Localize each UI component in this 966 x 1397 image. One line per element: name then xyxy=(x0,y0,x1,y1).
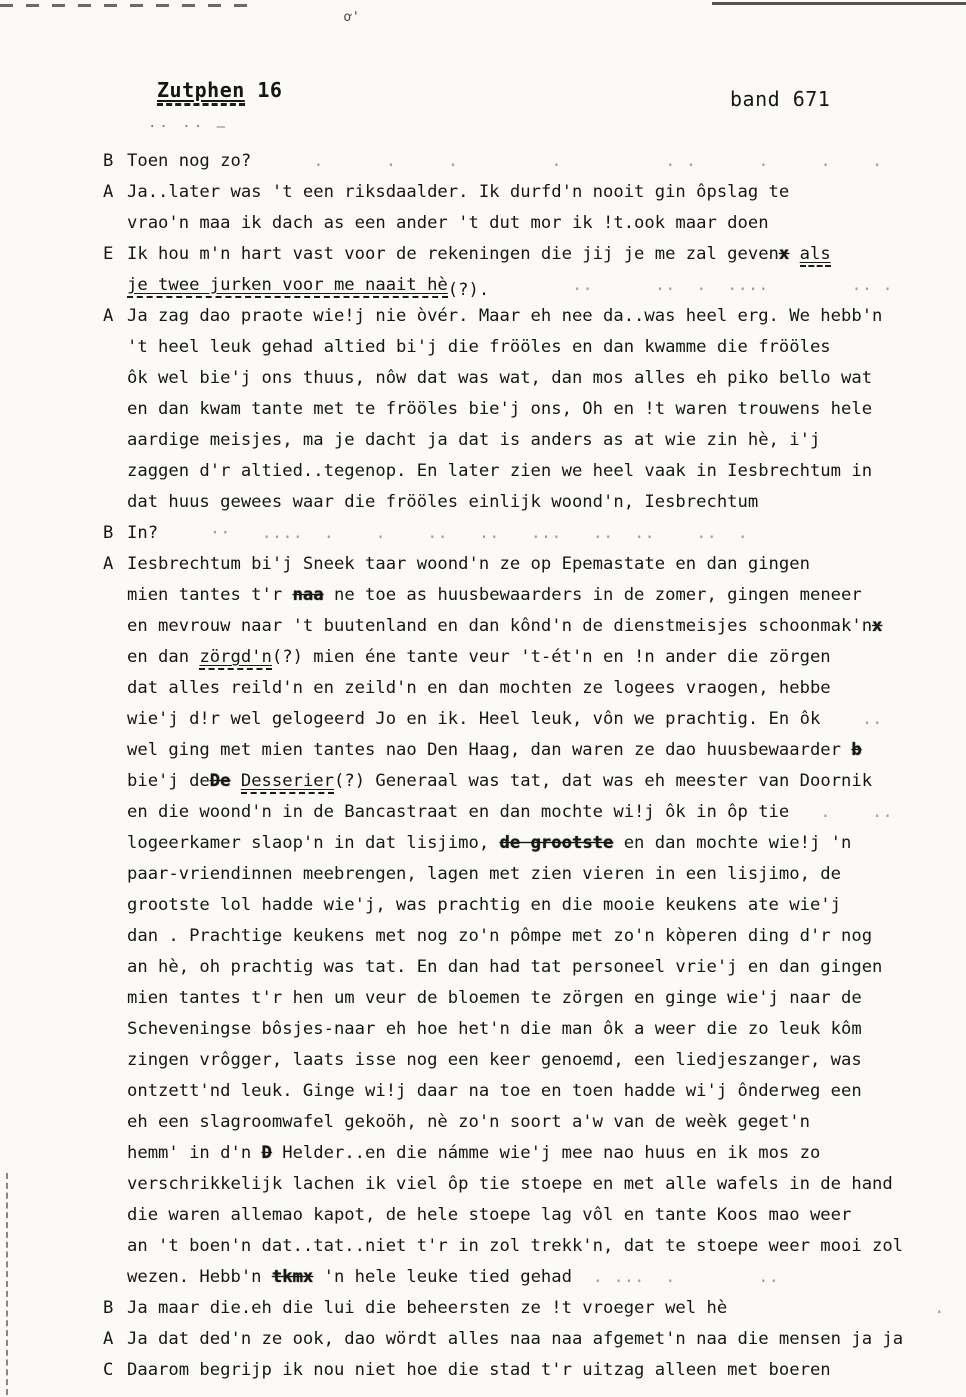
text-segment: zingen vrôgger, laats isse nog een keer genoemd, een liedjeszanger, was xyxy=(127,1050,862,1070)
text-segment: wie'j d!r wel gelogeerd Jo en ik. Heel leuk, vôn we prachtig. En ôk xyxy=(127,709,821,729)
text-segment: en dan kwam tante met te frööles bie'j ons, Oh en !t waren trouwens hele xyxy=(127,399,873,419)
text-segment: logeerkamer slaop'n in dat lisjimo, xyxy=(127,833,500,853)
text-segment: aardige meisjes, ma je dacht ja dat is anders as at wie zin hè, i'j xyxy=(127,430,821,450)
text-segment: mien tantes t'r xyxy=(127,585,293,605)
transcript-line xyxy=(103,363,944,394)
transcript-line xyxy=(103,611,944,642)
transcript-line xyxy=(103,1107,944,1138)
transcript-line xyxy=(103,1138,944,1169)
text-segment: Ja dat ded'n ze ook, dao wördt alles naa naa afgemet'n naa die mensen ja ja xyxy=(127,1329,904,1349)
text-segment: (?). xyxy=(447,280,490,300)
page-title xyxy=(157,78,282,102)
underlined-text: je twee jurken voor me naait hè xyxy=(127,275,448,298)
speaker-label: A xyxy=(103,182,114,202)
text-segment: In? xyxy=(127,523,159,543)
transcript-line xyxy=(103,1014,944,1045)
text-segment: vrao'n maa ik dach as een ander 't dut mor ik !t.ook maar doen xyxy=(127,213,769,233)
transcript-line xyxy=(103,580,944,611)
transcript xyxy=(103,146,944,1386)
scan-noise-dots: . ... . .. xyxy=(571,1267,779,1287)
scan-noise-dots: . .. xyxy=(789,802,893,822)
scan-artifact-top-right-line xyxy=(712,2,966,5)
page-title-number: 16 xyxy=(257,78,283,102)
struck-text: x xyxy=(778,244,790,264)
transcript-line xyxy=(103,828,944,859)
scan-artifact-stray-mark: ơ' xyxy=(344,10,360,25)
text-segment: an 't boen'n dat..tat..niet t'r in zol trekk'n, dat te stoepe weer mooi zol xyxy=(127,1236,904,1256)
text-segment: en mevrouw naar 't buutenland en dan kônd'n de dienstmeisjes schoonmak'n xyxy=(127,616,873,636)
text-segment: paar-vriendinnen meebrengen, lagen met zien vieren in een lisjimo, de xyxy=(127,864,841,884)
scan-noise-dots: . . . . . . . . . xyxy=(251,151,883,171)
text-segment: ne toe as huusbewaarders in de zomer, gingen meneer xyxy=(323,585,862,605)
transcript-line xyxy=(103,1200,944,1231)
text-segment: en die woond'n in de Bancastraat en dan mochte wi!j ôk in ôp tie xyxy=(127,802,790,822)
text-segment: eh een slagroomwafel gekoöh, nè zo'n soort a'w van de weèk geget'n xyxy=(127,1112,810,1132)
text-segment: en dan xyxy=(127,647,200,667)
text-segment: wezen. Hebb'n xyxy=(127,1267,272,1287)
scan-artifact-top-left-dashes xyxy=(0,4,258,7)
text-segment: en dan mochte wie!j 'n xyxy=(613,833,852,853)
speaker-label: B xyxy=(103,151,114,171)
struck-text: D xyxy=(261,1143,272,1163)
transcript-line xyxy=(103,332,944,363)
text-segment: dat alles reild'n en zeild'n en dan mochten ze logees vraogen, hebbe xyxy=(127,678,831,698)
transcript-line xyxy=(103,146,944,177)
transcript-line xyxy=(103,642,944,673)
transcript-line xyxy=(103,952,944,983)
text-segment: die waren allemao kapot, de hele stoepe lag vôl en tante Koos mao weer xyxy=(127,1205,852,1225)
text-segment xyxy=(231,771,241,791)
text-segment: Iesbrechtum bi'j Sneek taar woond'n ze op Epemastate en dan gingen xyxy=(127,554,810,574)
page-title-location: Zutphen xyxy=(157,78,245,106)
transcript-line xyxy=(103,270,944,301)
transcript-line xyxy=(103,456,944,487)
scan-artifact-margin-line xyxy=(6,1173,8,1395)
text-segment: mien tantes t'r hen um veur de bloemen te zörgen en ginge wie'j naar de xyxy=(127,988,862,1008)
text-segment: zaggen d'r altied..tegenop. En later zien we heel vaak in Iesbrechtum in xyxy=(127,461,873,481)
transcript-line xyxy=(103,921,944,952)
transcript-line xyxy=(103,425,944,456)
text-segment: Scheveningse bôsjes-naar eh hoe het'n die man ôk a weer die zo leuk kôm xyxy=(127,1019,862,1039)
struck-text: de grootste xyxy=(499,833,614,853)
struck-text: x xyxy=(872,616,883,636)
text-segment: dan . Prachtige keukens met nog zo'n pômpe met zo'n kòperen ding d'r nog xyxy=(127,926,873,946)
transcript-line xyxy=(103,1355,944,1386)
speaker-label: A xyxy=(103,554,114,574)
text-segment: 't heel leuk gehad altied bi'j die frööles en dan kwamme die frööles xyxy=(127,337,831,357)
speaker-label: B xyxy=(103,1298,114,1318)
text-segment: an hè, oh prachtig was tat. En dan had tat personeel vrie'j en dan gingen xyxy=(127,957,883,977)
struck-text: tkmx xyxy=(271,1267,314,1287)
text-segment: 'n hele leuke tied gehad xyxy=(313,1267,572,1287)
speaker-label: A xyxy=(103,306,114,326)
underlined-text: zörgd'n xyxy=(199,647,271,670)
speaker-label: A xyxy=(103,1329,114,1349)
scan-artifact-title-dots: ·· ·· – xyxy=(148,119,229,135)
text-segment: Ja zag dao praote wie!j nie òvér. Maar eh nee da..was heel erg. We hebb'n xyxy=(127,306,883,326)
scan-noise-dots: .. xyxy=(820,709,883,729)
text-segment: Helder..en die námme wie'j mee nao huus en ik mos zo xyxy=(271,1143,821,1163)
scan-noise-dots: . xyxy=(727,1298,945,1318)
transcript-line xyxy=(103,177,944,208)
transcript-line xyxy=(103,735,944,766)
transcript-line xyxy=(103,518,944,549)
transcript-line xyxy=(103,1262,944,1293)
text-segment: ôk wel bie'j ons thuus, nôw dat was wat, dan mos alles eh piko bello wat xyxy=(127,368,873,388)
band-label: band 671 xyxy=(730,87,831,111)
transcript-line xyxy=(103,1324,944,1355)
transcript-line xyxy=(103,766,944,797)
transcript-line xyxy=(103,704,944,735)
text-segment: verschrikkelijk lachen ik viel ôp tie stoepe en met alle wafels in de hand xyxy=(127,1174,893,1194)
transcript-line xyxy=(103,859,944,890)
transcript-line xyxy=(103,797,944,828)
transcript-line xyxy=(103,394,944,425)
underlined-text: als xyxy=(800,244,831,267)
transcript-line xyxy=(103,301,944,332)
text-segment: (?) mien éne tante veur 't-ét'n en !n ander die zörgen xyxy=(271,647,831,667)
transcript-line xyxy=(103,1076,944,1107)
text-segment: Ja..later was 't een riksdaalder. Ik durfd'n nooit gin ôpslag te xyxy=(127,182,790,202)
transcript-line xyxy=(103,1231,944,1262)
text-segment: Daarom begrijp ik nou niet hoe die stad t'r uitzag alleen met boeren xyxy=(127,1360,831,1380)
transcript-line xyxy=(103,1045,944,1076)
text-segment: wel ging met mien tantes nao Den Haag, dan waren ze dao huusbewaarder xyxy=(127,740,852,760)
transcript-line xyxy=(103,239,944,270)
transcript-line xyxy=(103,1169,944,1200)
scan-noise-dots: ·· .... . . .. .. ... .. .. .. . xyxy=(158,523,748,543)
text-segment: dat huus gewees waar die frööles einlijk woond'n, Iesbrechtum xyxy=(127,492,759,512)
speaker-label: B xyxy=(103,523,114,543)
transcript-line xyxy=(103,208,944,239)
text-segment: grootste lol hadde wie'j, was prachtig en die mooie keukens ate wie'j xyxy=(127,895,841,915)
transcript-line xyxy=(103,1293,944,1324)
text-segment: hemm' in d'n xyxy=(127,1143,262,1163)
transcript-line xyxy=(103,673,944,704)
speaker-label: C xyxy=(103,1360,114,1380)
text-segment: Ik hou m'n hart vast voor de rekeningen die jij je me zal geven xyxy=(127,244,779,264)
struck-text: De xyxy=(209,771,231,791)
text-segment: bie'j de xyxy=(127,771,210,791)
scan-noise-dots: .. .. . .... .. . xyxy=(489,275,893,295)
text-segment: ontzett'nd leuk. Ginge wi!j daar na toe en toen hadde wi'j ônderweg een xyxy=(127,1081,862,1101)
struck-text: naa xyxy=(292,585,324,605)
transcript-line xyxy=(103,487,944,518)
transcript-line xyxy=(103,983,944,1014)
speaker-label: E xyxy=(103,244,114,264)
underlined-text: Desserier xyxy=(241,771,334,794)
text-segment: Toen nog zo? xyxy=(127,151,252,171)
transcript-line xyxy=(103,890,944,921)
transcript-line xyxy=(103,549,944,580)
text-segment: Ja maar die.eh die lui die beheersten ze !t vroeger wel hè xyxy=(127,1298,728,1318)
text-segment: (?) Generaal was tat, dat was eh meester van Doornik xyxy=(334,771,873,791)
text-segment xyxy=(789,244,799,264)
struck-text: b xyxy=(851,740,862,760)
